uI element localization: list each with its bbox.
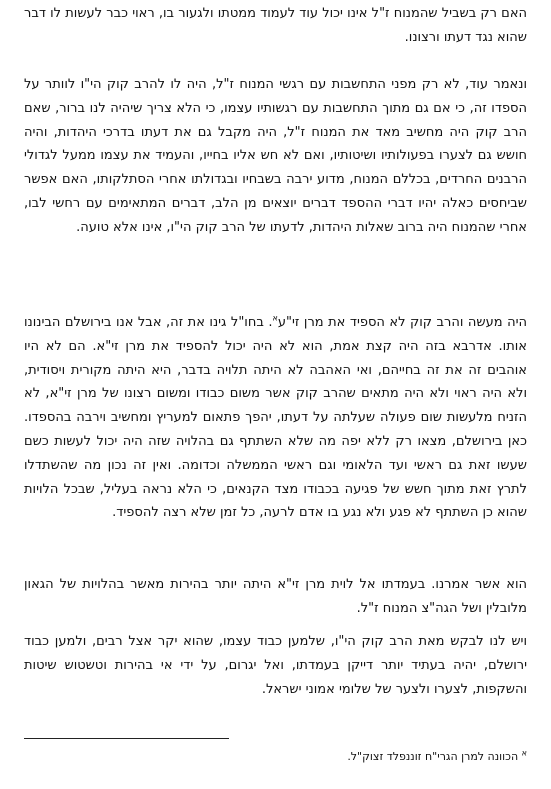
paragraph-4: הוא אשר אמרנו. בעמדתו אל לוית מרן זי"א היתה יותר בהירות מאשר בהלויות של הגאון מלובלין ושל הגה"צ המנוח ז"ל.	[24, 577, 527, 616]
paragraph-5: ויש לנו לבקש מאת הרב קוק הי"ו, שלמען כבוד עצמו, שהוא יקר אצל רבים, ולמען כבוד ירושלם, יהיה בעתיד יותר דייקן בעמדתו, ואל יגרום, על ידי אי בהירות וטשטוש שיטות והשקפות, לצערו ולצער של שלומי אמוני ישראל.	[24, 634, 527, 697]
paragraph-1: האם רק בשביל שהמנוח ז"ל אינו יכול עוד לעמוד ממטתו ולגעור בו, ראוי כבר לעשות לו דבר שהוא נגד דעתו ורצונו.	[24, 6, 527, 45]
footnote	[24, 749, 527, 765]
footnote-reference[interactable]: א	[272, 313, 278, 323]
footnote-mark: א	[521, 748, 527, 758]
paragraph-3-body: . בחו"ל גינו את זה, אבל אנו בירושלם הבינונו אותו. אדרבא בזה היה קצת אמת, הוא לא היה יכול להספיד את מרן זי"א. הם לא היו אוהבים זה את זה בחייהם, ואי האהבה לא היתה תלויה בדבר, היא היתה מקורית ויסודית, ולא היה ראוי ולא היה מתאים שהרב קוק אשר משום כבודו ומשום רצונו של מרן זי"א, לא הזניח מלעשות שום פעולה שעלתה על דעתו, יהפך פתאום למעריץ ומחשיב וירבה בהספדו. כאן בירושלם, מצאו רק ללא יפה מה שלא השתתף גם בהלויה שזה היה יכול לעשות כשם שעשו זאת גם ראשי ועד הלאומי וגם ראשי הממשלה וכדומה. ואין זה נכון מה שהשתדלו לתרץ זאת מתוך חשש של פגיעה בכבודו מצד הקנאים, כי הלא נראה בעליל, שבכל הלויות שהוא כן השתתף לא פגע ולא נגע בו אדם לרעה, כל זמן שלא רצה להספיד.	[24, 315, 527, 521]
paragraph-3	[24, 311, 527, 525]
paragraph-2: ונאמר עוד, לא רק מפני התחשבות עם רגשי המנוח ז"ל, היה לו להרב קוק הי"ו לוותר על הספדו זה, כי אם גם מתוך התחשבות עם רגשותיו עצמו, כי הלא צריך שיהיה לנו ברור, שאם הרב קוק היה מחשיב מאד את המנוח ז"ל, היה מקבל גם את דעתו בדרכי היהדות, והיה חושש גם לצערו בפעולותיו ושיטותיו, ואם לא חש אליו בחייו, והעמיד את עצמו ממעל לגדולי הרבנים החרדים, בכללם המנוח, מדוע ירבה בשבחיו ובגדולתו אחרי הסתלקותו, האם אפשר שביחסים כאלה יהיו דברי ההספד דברים יוצאים מן הלב, דברים המתאימים עם רחשי לבו, אחרי שהמנוח היה ברוב שאלות היהדות, לדעתו של הרב קוק הי"ו, אינו אלא טועה.	[24, 77, 527, 235]
footnote-separator	[24, 738, 229, 739]
paragraph-3-opening: היה מעשה והרב קוק לא הספיד את מרן זי"ע	[277, 315, 527, 330]
footnote-text: הכוונה למרן הגרי"ח זוננפלד זצוק"ל.	[347, 750, 519, 763]
